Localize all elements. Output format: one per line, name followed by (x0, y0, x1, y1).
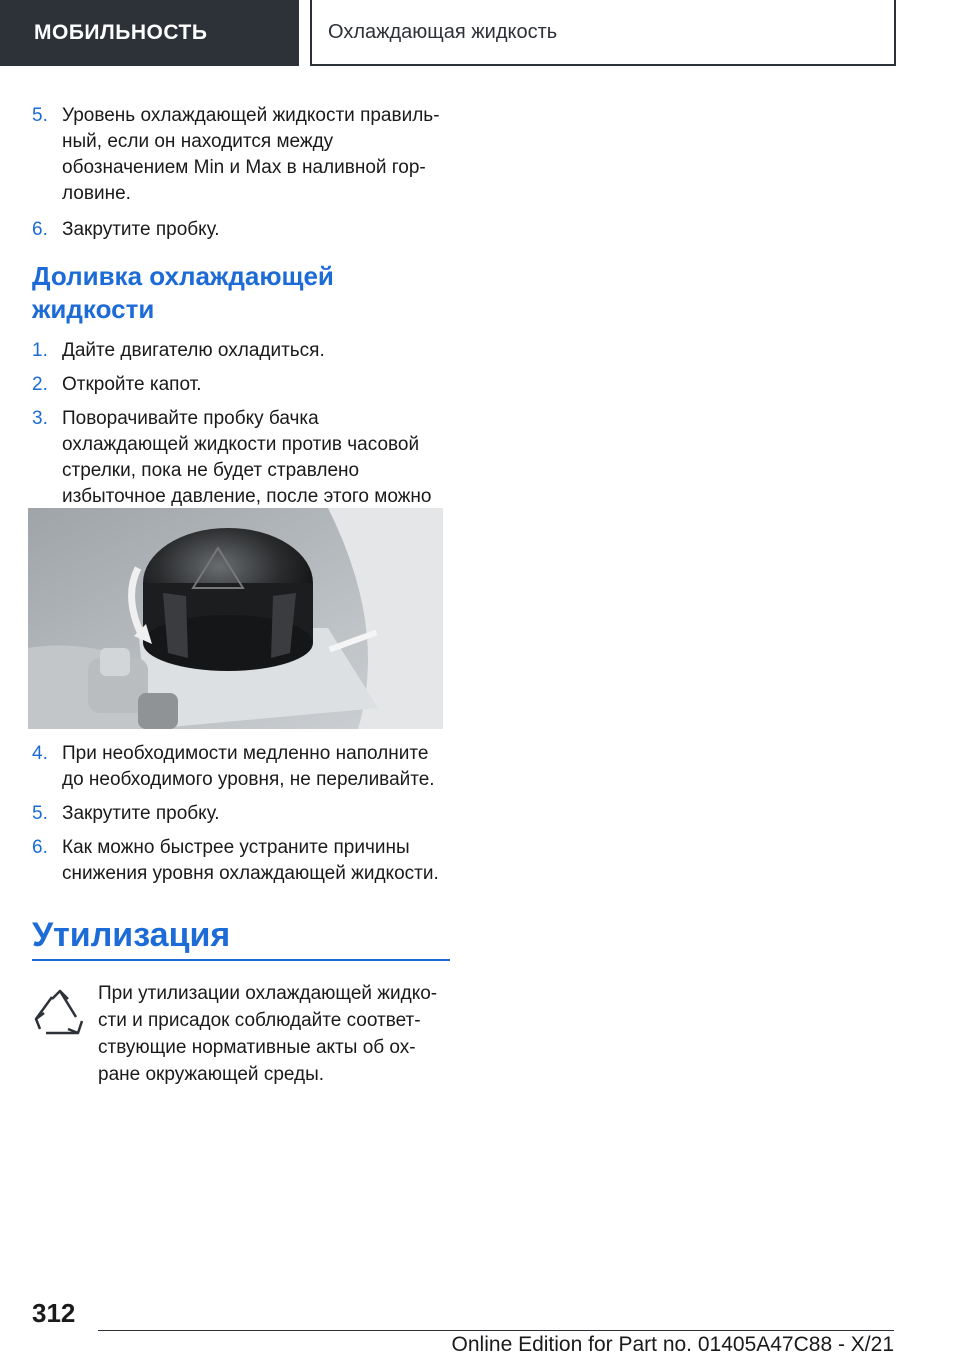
item-text: Откройте капот. (62, 374, 202, 395)
item-text: Уровень охлаждающей жидкости правильный, если он находится между обозначением Min и Max в наливной горловине. (62, 105, 440, 204)
item-text: Поворачивайте пробку бачка охлаждающей жидкости против часовой стрелки, пока не будет стравлено избыточное давление, после этого можно (62, 408, 432, 507)
item-text: Закрутите пробку. (62, 803, 220, 824)
item-number: 6. (32, 219, 48, 240)
item-number: 5. (32, 803, 48, 824)
section-title: МОБИЛЬНОСТЬ (34, 21, 208, 44)
disposal-heading: Утилизация (32, 916, 231, 954)
item-number: 5. (32, 105, 48, 126)
chapter-title: Охлаждающая жидкость (328, 20, 558, 43)
top-list (32, 103, 450, 243)
icon-spacer (32, 980, 98, 1068)
item-number: 4. (32, 743, 48, 764)
list-item (32, 801, 450, 827)
chapter-tab (310, 0, 896, 66)
footer-divider (98, 1330, 894, 1331)
item-text: Дайте двигателю охладиться. (62, 340, 325, 361)
list-item (32, 741, 450, 793)
disposal-text: При утилизации охлаждающей жидкости и присадок соблюдайте соответствующие нормативные акты об охране окружающей среды. (98, 983, 438, 1085)
list-item (32, 103, 450, 207)
item-number: 2. (32, 374, 48, 395)
refill-section (32, 260, 450, 536)
item-number: 6. (32, 837, 48, 858)
item-text: При необходимости медленно наполните до необходимого уровня, не переливайте. (62, 743, 435, 790)
list-item (32, 217, 450, 243)
item-text: Закрутите пробку. (62, 219, 220, 240)
disposal-section (32, 916, 450, 961)
list-item (32, 372, 450, 398)
item-number: 1. (32, 340, 48, 361)
edition-info: Online Edition for Part no. 01405A47C88 - X/21 (451, 1333, 894, 1356)
list-item (32, 338, 450, 364)
coolant-cap-photo (28, 508, 443, 729)
item-text: Как можно быстрее устраните причины снижения уровня охлаждающей жидкости. (62, 837, 439, 884)
item-number: 3. (32, 408, 48, 429)
page-number: 312 (32, 1298, 76, 1328)
disposal-text-block (32, 980, 450, 1088)
list-item (32, 835, 450, 887)
refill-steps-after (32, 741, 450, 887)
heading-divider (32, 959, 450, 961)
section-tab (0, 0, 299, 66)
refill-heading: Доливка охлаждающей жидкости (32, 261, 334, 324)
